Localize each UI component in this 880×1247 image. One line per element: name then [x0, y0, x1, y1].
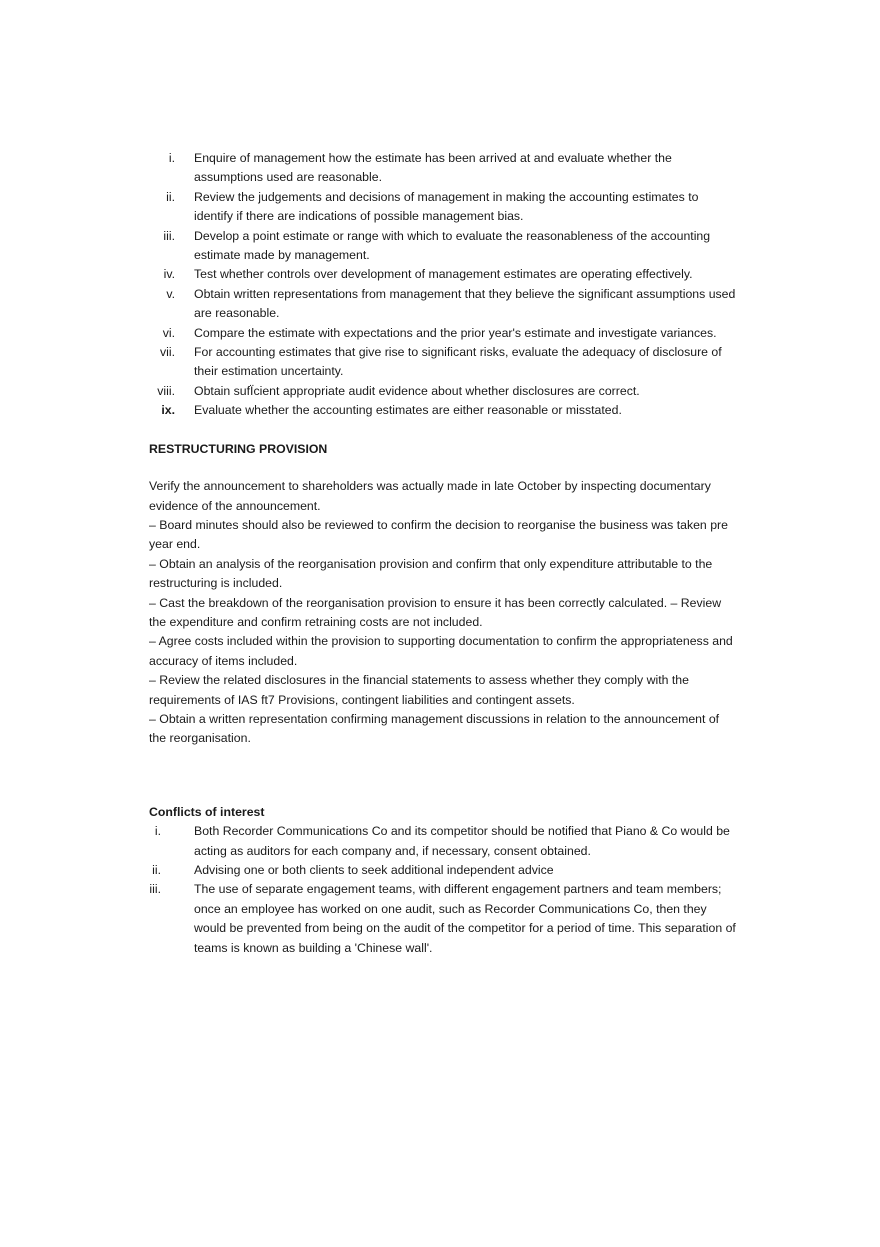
list-item	[149, 324, 739, 343]
paragraph: – Obtain a written representation confirming management discussions in relation to the announcement of the reorganisation.	[149, 711, 720, 746]
list-text: Review the judgements and decisions of management in making the accounting estimates to identify if there are indications of possible management bias.	[194, 189, 699, 224]
list-item	[149, 861, 739, 880]
list-item	[149, 265, 739, 284]
conflicts-list	[149, 822, 739, 958]
list-item	[149, 149, 739, 188]
list-number: i.	[168, 151, 175, 165]
list-text: Develop a point estimate or range with which to evaluate the reasonableness of the accounting estimate made by management.	[194, 228, 711, 263]
list-item	[149, 285, 739, 324]
list-text: Obtain sufÏcient appropriate audit evidence about whether disclosures are correct.	[194, 383, 640, 398]
list-item	[149, 227, 739, 266]
list-number: i.	[154, 824, 161, 839]
list-item	[149, 343, 739, 382]
list-text: Advising one or both clients to seek additional independent advice	[194, 863, 554, 877]
paragraph: – Obtain an analysis of the reorganisation provision and confirm that only expenditure attributable to the restructuring is included.	[149, 556, 713, 591]
list-number: vii.	[159, 345, 175, 360]
list-number: viii.	[157, 383, 175, 398]
paragraph: – Cast the breakdown of the reorganisation provision to ensure it has been correctly calculated. – Review the expenditure and confirm retraining costs are not included.	[149, 595, 722, 629]
list-number: ix.	[161, 403, 175, 418]
list-text: Test whether controls over development of management estimates are operating effectively.	[194, 267, 693, 282]
estimates-procedures-list	[149, 149, 739, 421]
section-heading-conflicts: Conflicts of interest	[149, 804, 265, 819]
list-text: Both Recorder Communications Co and its competitor should be notified that Piano & Co would be acting as auditors for each company and, if necessary, consent obtained.	[194, 824, 730, 858]
list-text: Enquire of management how the estimate has been arrived at and evaluate whether the assumptions used are reasonable.	[194, 151, 672, 185]
list-item	[149, 822, 739, 861]
paragraph: – Board minutes should also be reviewed to confirm the decision to reorganise the business was taken pre year end.	[149, 517, 728, 552]
list-item	[149, 880, 739, 958]
paragraph: – Agree costs included within the provision to supporting documentation to confirm the appropriateness and accuracy of items included.	[149, 634, 733, 668]
list-text: The use of separate engagement teams, with different engagement partners and team members; once an employee has worked on one audit, such as Recorder Communications Co, then they would be prevented from being on the audit of the competitor for a period of time. This separation of teams is known as building a 'Chinese wall'.	[194, 882, 736, 955]
section-heading-restructuring: RESTRUCTURING PROVISION	[149, 441, 328, 456]
list-item	[149, 401, 739, 420]
list-number: iii.	[163, 228, 175, 243]
paragraph: Verify the announcement to shareholders was actually made in late October by inspecting documentary evidence of the announcement.	[149, 479, 711, 513]
list-number: ii.	[152, 863, 161, 877]
list-text: Evaluate whether the accounting estimates are either reasonable or misstated.	[194, 403, 622, 418]
paragraph: – Review the related disclosures in the financial statements to assess whether they comply with the requirements of IAS ft7 Provisions, contingent liabilities and contingent assets.	[149, 673, 689, 707]
list-number: iii.	[149, 882, 161, 897]
list-number: v.	[166, 286, 175, 301]
list-text: For accounting estimates that give rise to significant risks, evaluate the adequacy of disclosure of their estimation uncertainty.	[194, 345, 722, 379]
list-number: ii.	[166, 189, 175, 204]
list-text: Obtain written representations from management that they believe the significant assumptions used are reasonable.	[194, 286, 736, 321]
restructuring-body	[149, 477, 739, 749]
list-item	[149, 382, 739, 401]
list-text: Compare the estimate with expectations and the prior year's estimate and investigate variances.	[194, 325, 717, 340]
list-item	[149, 188, 739, 227]
list-number: iv.	[163, 267, 175, 282]
document-content	[149, 149, 739, 958]
list-number: vi.	[162, 325, 175, 340]
